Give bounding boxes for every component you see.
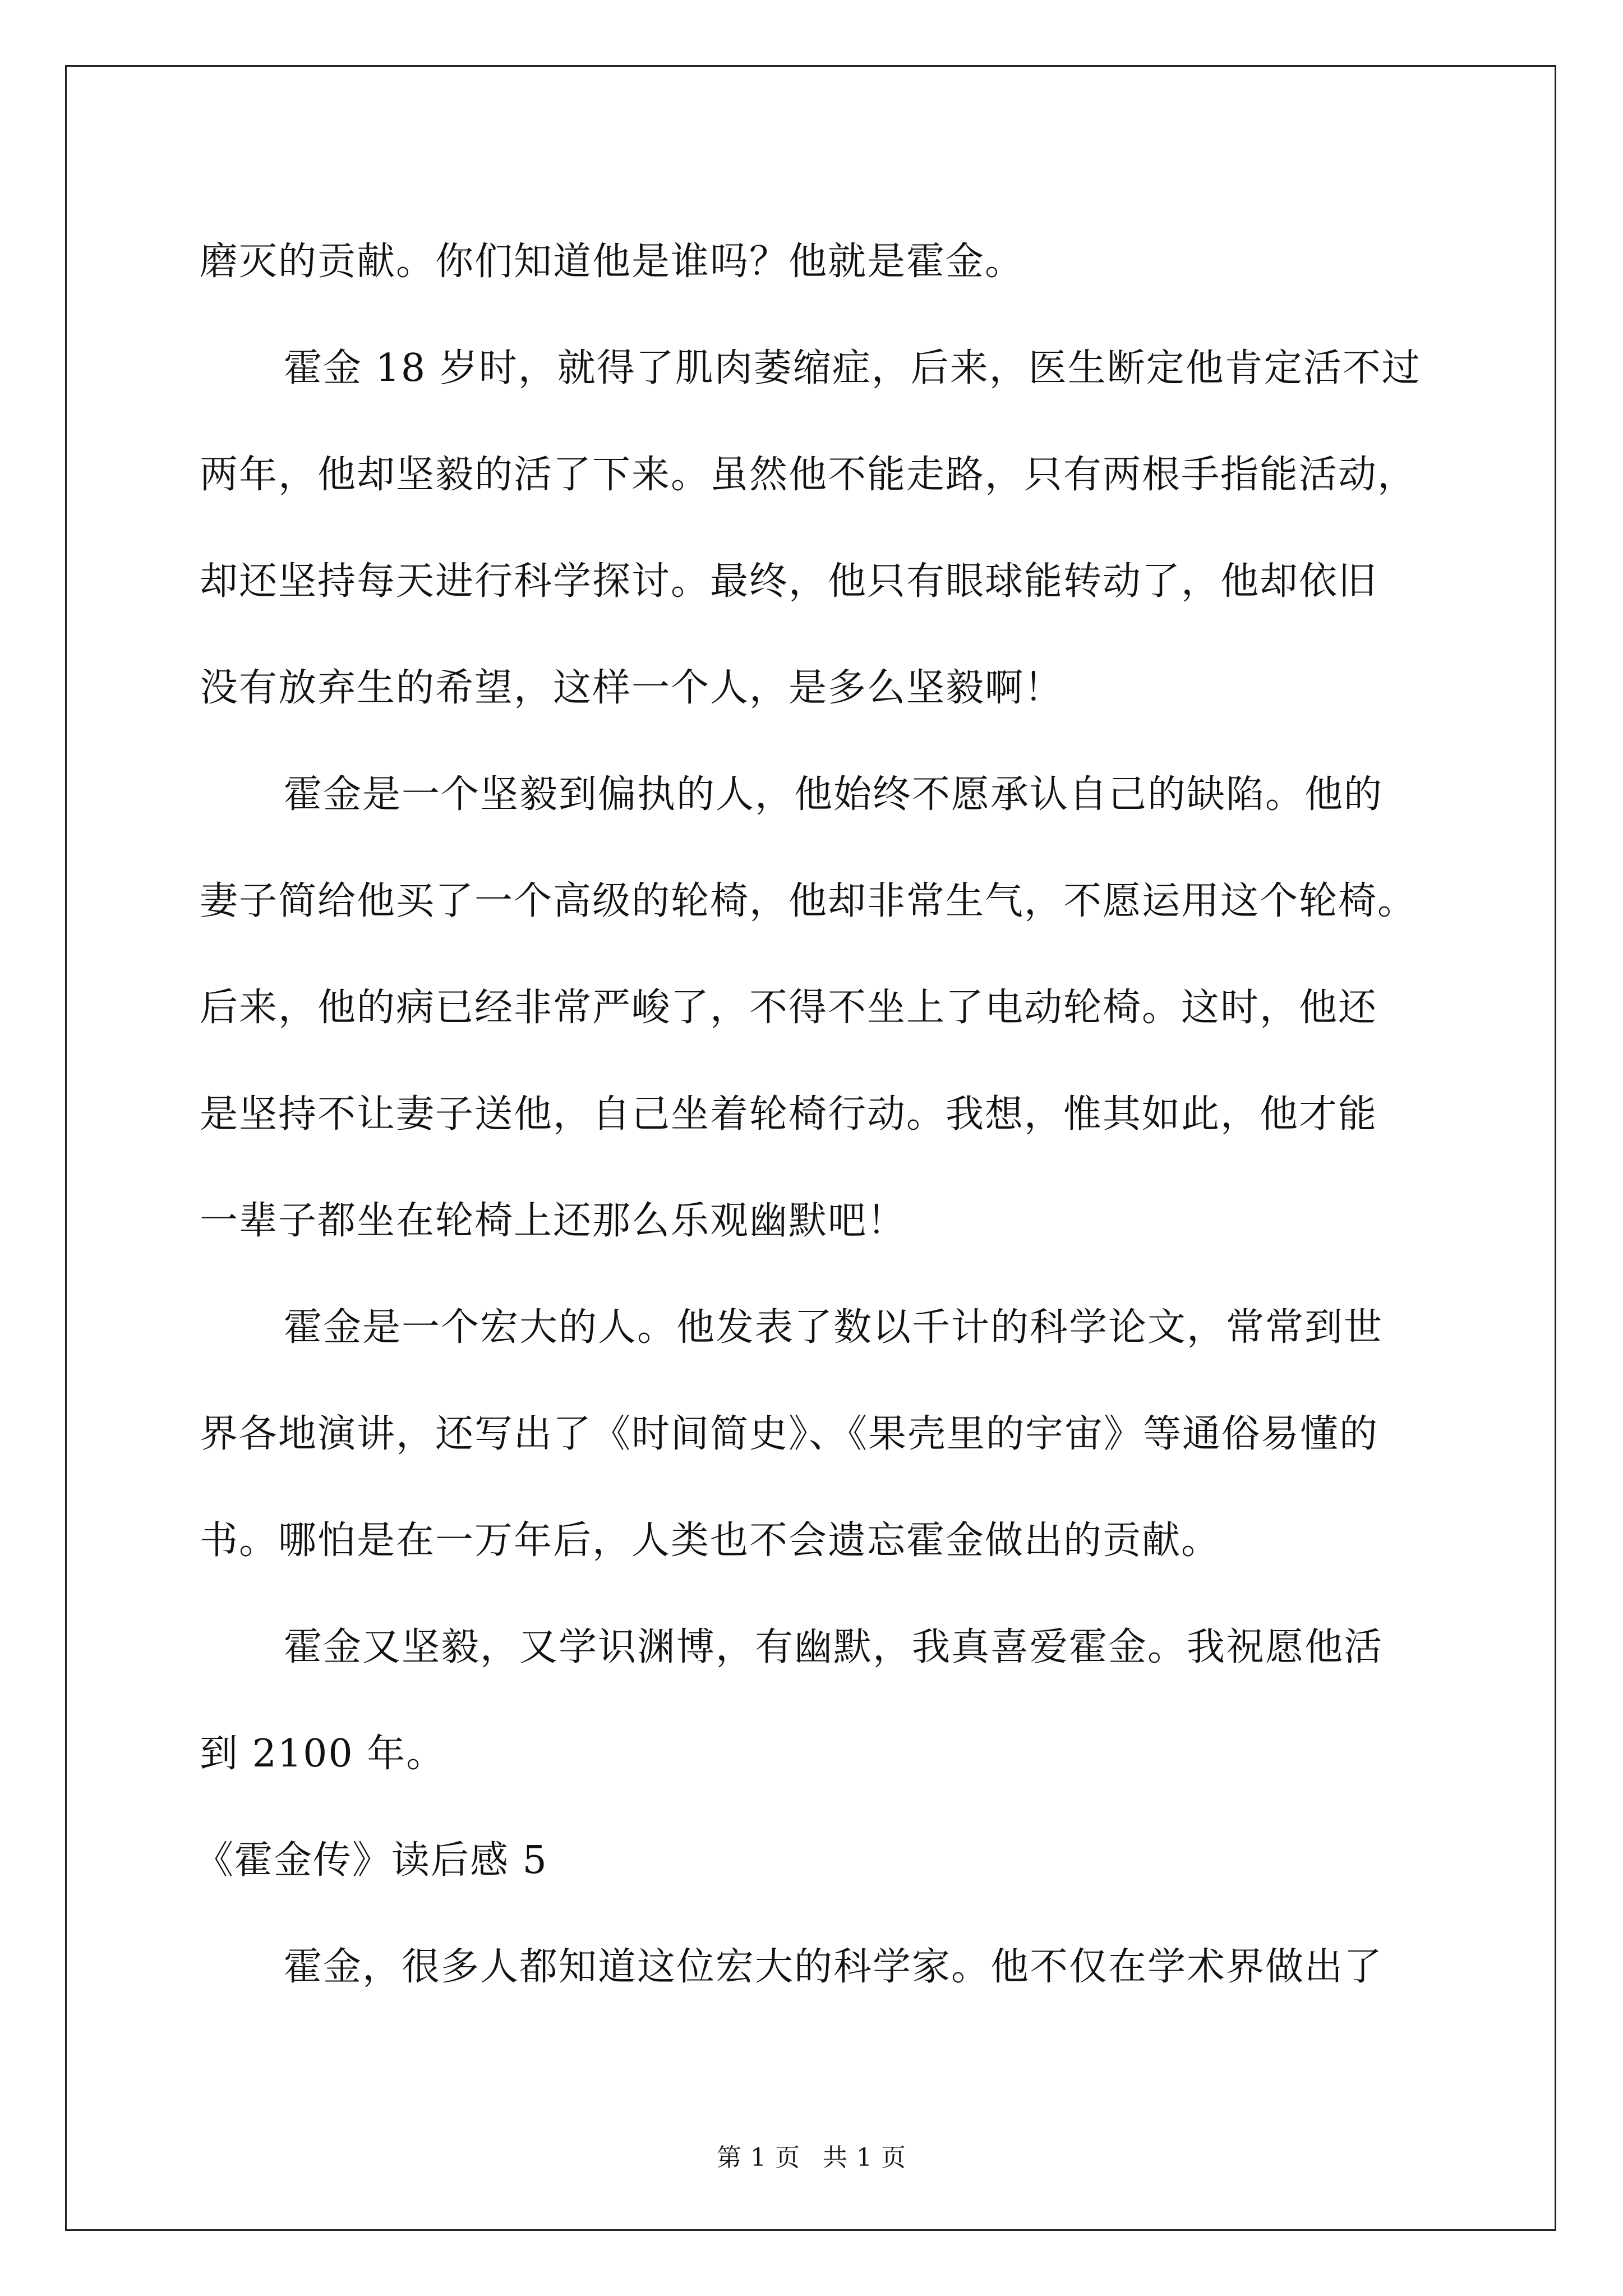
text-line: 是坚持不让妻子送他，自己坐着轮椅行动。我想，惟其如此，他才能 [200, 1092, 1378, 1137]
text-line: 到 2100 年。 [200, 1732, 446, 1776]
text-line: 后来，他的病已经非常严峻了，不得不坐上了电动轮椅。这时，他还 [200, 986, 1378, 1030]
text-line: 书。哪怕是在一万年后，人类也不会遗忘霍金做出的贡献。 [200, 1519, 1221, 1563]
paragraph-start-line: 霍金 18 岁时，就得了肌肉萎缩症，后来，医生断定他肯定活不过 [284, 346, 1421, 390]
text-line: 却还坚持每天进行科学探讨。最终，他只有眼球能转动了，他却依旧 [200, 559, 1378, 604]
text-line: 界各地演讲，还写出了《时间简史》、《果壳里的宇宙》等通俗易懂的 [200, 1412, 1379, 1456]
page-number-total: 共 1 页 [823, 2143, 906, 2172]
page-footer [0, 2137, 1623, 2173]
text-line: 妻子简给他买了一个高级的轮椅，他却非常生气，不愿运用这个轮椅。 [200, 879, 1417, 923]
section-heading: 《霍金传》读后感 5 [195, 1838, 548, 1883]
paragraph-start-line: 霍金是一个坚毅到偏执的人，他始终不愿承认自己的缺陷。他的 [284, 772, 1384, 817]
text-line: 没有放弃生的希望，这样一个人，是多么坚毅啊！ [200, 666, 1064, 710]
paragraph-start-line: 霍金又坚毅，又学识渊博，有幽默，我真喜爱霍金。我祝愿他活 [284, 1625, 1384, 1669]
text-line: 两年，他却坚毅的活了下来。虽然他不能走路，只有两根手指能活动， [200, 453, 1417, 497]
page-number-current: 第 1 页 [717, 2143, 800, 2172]
paragraph-start-line: 霍金是一个宏大的人。他发表了数以千计的科学论文，常常到世 [284, 1305, 1384, 1350]
text-line: 一辈子都坐在轮椅上还那么乐观幽默吧！ [200, 1199, 907, 1243]
document-body [195, 209, 1433, 2021]
text-line: 磨灭的贡献。你们知道他是谁吗？他就是霍金。 [200, 240, 1025, 284]
paragraph-start-line: 霍金，很多人都知道这位宏大的科学家。他不仅在学术界做出了 [284, 1945, 1384, 1989]
